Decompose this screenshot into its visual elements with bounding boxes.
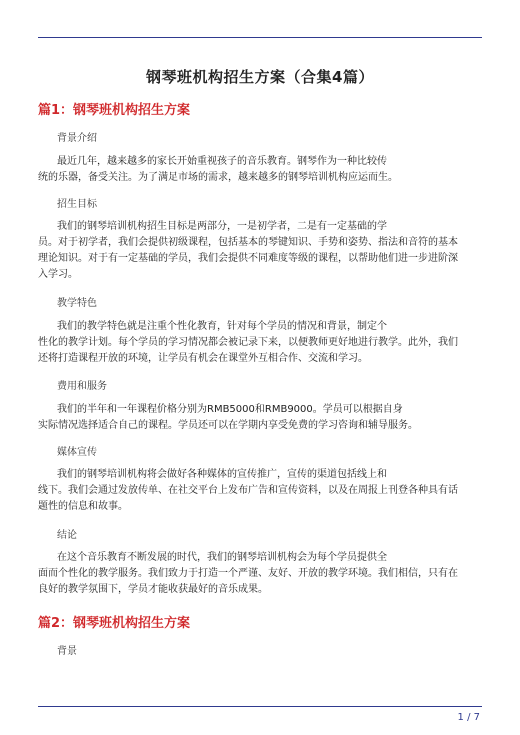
paragraph-line: 我们的钢琴培训机构招生目标是两部分，一是初学者，二是有一定基础的学 [57, 221, 387, 232]
paragraph-fees [38, 402, 482, 434]
section-title-background: 背景介绍 [57, 133, 97, 144]
paragraph-goals [38, 219, 482, 283]
paragraph-line: 入学习。 [38, 269, 78, 280]
paragraph-line: 我们的半年和一年课程价格分别为RMB5000和RMB9000。学员可以根据自身 [57, 404, 403, 415]
paragraph-line: 在这个音乐教育不断发展的时代，我们的钢琴培训机构会为每个学员提供全 [57, 552, 387, 563]
section-title-goals: 招生目标 [57, 199, 97, 210]
page-number: 1 / 7 [457, 712, 480, 723]
footer-rule [38, 706, 482, 707]
paragraph-promotion [38, 467, 482, 515]
paragraph-line: 最近几年，越来越多的家长开始重视孩子的音乐教育。钢琴作为一种比较传 [57, 156, 387, 167]
paragraph-line: 我们的教学特色就是注重个性化教育，针对每个学员的情况和背景，制定个 [57, 321, 387, 332]
document-title: 钢琴班机构招生方案（合集4篇） [146, 68, 374, 86]
paragraph-line: 实际情况选择适合自己的课程。学员还可以在学期内享受免费的学习咨询和辅导服务。 [38, 420, 418, 431]
paragraph-conclusion [38, 550, 482, 598]
paragraph-line: 员。对于初学者，我们会提供初级课程，包括基本的琴键知识、手势和姿势、指法和音符的基本 [38, 237, 458, 248]
paragraph-line: 统的乐器，备受关注。为了满足市场的需求，越来越多的钢琴培训机构应运而生。 [38, 172, 398, 183]
article-2-heading: 篇2：钢琴班机构招生方案 [38, 616, 191, 631]
paragraph-line: 线下。我们会通过发放传单、在社交平台上发布广告和宣传资料，以及在周报上刊登各种具有话 [38, 485, 458, 496]
section-title-conclusion: 结论 [57, 530, 77, 541]
paragraph-background [38, 154, 482, 186]
paragraph-line: 面而个性化的教学服务。我们致力于打造一个严谨、友好、开放的教学环境。我们相信，只有在 [38, 568, 458, 579]
header-rule [38, 37, 482, 38]
paragraph-line: 我们的钢琴培训机构将会做好各种媒体的宣传推广，宣传的渠道包括线上和 [57, 469, 387, 480]
article-1-heading: 篇1：钢琴班机构招生方案 [38, 103, 191, 118]
paragraph-line: 性化的教学计划。每个学员的学习情况都会被记录下来，以便教师更好地进行教学。此外，我们 [38, 337, 458, 348]
section-title-background-2: 背景 [57, 646, 77, 657]
paragraph-line: 理论知识。对于有一定基础的学员，我们会提供不同难度等级的课程，以帮助他们进一步进阶深 [38, 253, 458, 264]
paragraph-line: 题性的信息和故事。 [38, 501, 128, 512]
section-title-promotion: 媒体宣传 [57, 447, 97, 458]
paragraph-line: 良好的教学氛围下，学员才能收获最好的音乐成果。 [38, 584, 268, 595]
paragraph-features [38, 319, 482, 367]
section-title-fees: 费用和服务 [57, 381, 107, 392]
paragraph-line: 还将打造课程开放的环境，让学员有机会在课堂外互相合作、交流和学习。 [38, 353, 368, 364]
section-title-features: 教学特色 [57, 298, 97, 309]
